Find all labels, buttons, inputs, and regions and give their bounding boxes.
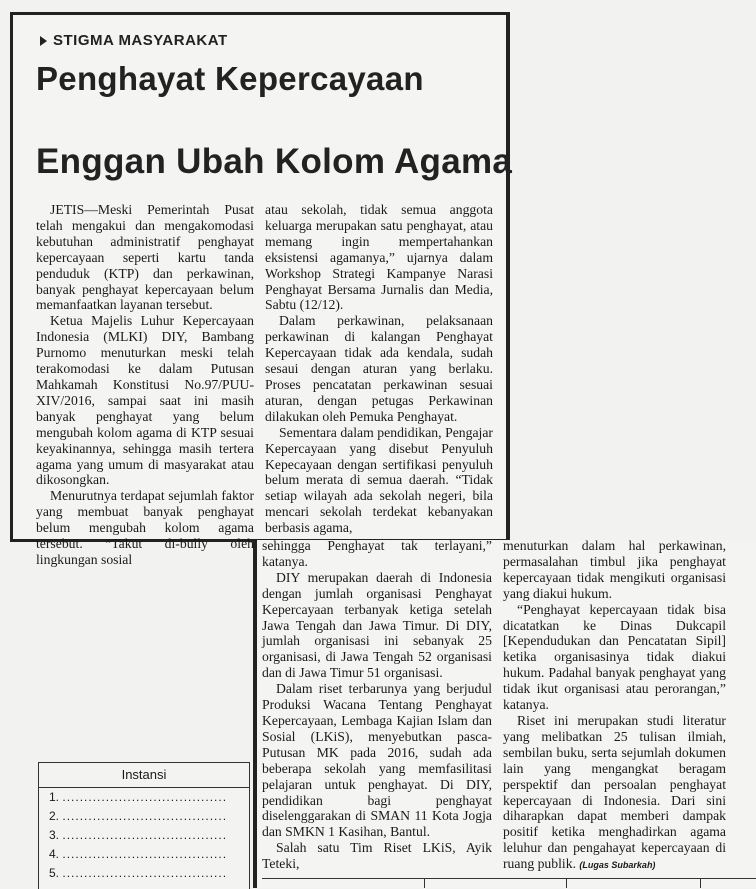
headline-line-2: Enggan Ubah Kolom Agama: [36, 142, 513, 181]
row-dots: ......................................: [62, 809, 228, 823]
paragraph: DIY merupakan daerah di Indonesia dengan jumlah organisasi Penghayat Kepercayaan terbanyak ketiga setelah Jawa Tengah dan Jawa Timur. Di DIY, jumlah organisasi ini sebanyak 25 organisasi, di Jawa Tengah 52 organisasi dan di Jawa Timur 51 organisasi.: [262, 569, 492, 681]
row-dots: ......................................: [62, 866, 228, 880]
row-dots: ......................................: [62, 828, 228, 842]
paragraph: Sementara dalam pendidikan, Pengajar Kepercayaan yang disebut Penyuluh Kepecayaan dengan sertifikasi penyuluh belum merata di semua daerah. “Tidak setiap wilayah ada sekolah negeri, bila mencari sekolah terdekat kebanyakan berbasis agama,: [265, 424, 493, 536]
instansi-form: [38, 762, 250, 889]
row-dots: ......................................: [62, 790, 228, 804]
article-column-3: [262, 538, 492, 872]
row-number: 4.: [49, 847, 60, 861]
paragraph: [503, 713, 726, 872]
paragraph: atau sekolah, tidak semua anggota keluarga merupakan satu penghayat, atau memang ingin mempertahankan eksistensi agamanya,” ujarnya dalam Workshop Strategi Kampanye Narasi Penghayat Bersama Jurnalis dan Media, Sabtu (12/12).: [265, 202, 493, 313]
row-number: 3.: [49, 828, 60, 842]
paragraph: Salah satu Tim Riset LKiS, Ayik Teteki,: [262, 840, 492, 872]
paragraph: JETIS—Meski Pemerintah Pusat telah mengakui dan mengakomodasi kebutuhan administratif penghayat kepercayaan seperti kartu tanda penduduk (KTP) dan perkawinan, banyak penghayat kepercayaan belum memanfaatkan layanan tersebut.: [36, 202, 254, 313]
triangle-bullet-icon: [40, 36, 47, 46]
article-column-2: [265, 202, 493, 536]
form-row[interactable]: [39, 807, 249, 826]
kicker-text: STIGMA MASYARAKAT: [53, 32, 228, 49]
paragraph: menuturkan dalam hal perkawinan, permasalahan timbul jika penghayat kepercayaan tidak mengikuti organisasi yang diakui hukum.: [503, 538, 726, 601]
form-row[interactable]: [39, 864, 249, 883]
author-credit: (Lugas Subarkah): [579, 860, 656, 871]
table-divider: [424, 878, 425, 888]
paragraph: Dalam riset terbarunya yang berjudul Produksi Wacana Tentang Penghayat Kepercayaan, Lembaga Kajian Islam dan Sosial (LKiS), menyebutkan pasca-Putusan MK pada 2016, sudah ada beberapa sekolah yang memfasilitasi pelajaran untuk penghayat. Di DIY, pendidikan bagi penghayat diselenggarakan di SMAN 11 Kota Jogja dan SMKN 1 Kasihan, Bantul.: [262, 681, 492, 840]
row-number: 1.: [49, 790, 60, 804]
row-number: 5.: [49, 866, 60, 880]
form-row[interactable]: [39, 826, 249, 845]
table-divider: [566, 878, 567, 888]
table-divider: [700, 878, 701, 888]
paragraph: Ketua Majelis Luhur Kepercayaan Indonesia (MLKI) DIY, Bambang Purnomo menuturkan meski telah terakomodasi ke dalam Putusan Mahkamah Konstitusi No.97/PUU-XIV/2016, sampai saat ini masih banyak penghayat yang belum mengubah kolom agama di KTP sesuai keyakinannya, sehingga masih tertera agama yang umum di masyarakat atau dikosongkan.: [36, 313, 254, 488]
paragraph-text: Riset ini merupakan studi literatur yang melibatkan 25 tulisan ilmiah, sembilan buku, serta sejumlah dokumen lain yang mengangkat beragam perspektif dan persoalan penghayat kepercayaan di Indonesia. Dari sini diharapkan dapat memberi dampak positif ketika menghadirkan agama leluhur dan pengahayat kepercayaan di ruang publik.: [503, 712, 726, 872]
paragraph: “Penghayat kepercayaan tidak bisa dicatatkan ke Dinas Dukcapil [Kependudukan dan Pencatatan Sipil] ketika organisasinya tidak diakui hukum. Padahal banyak penghayat yang tidak ikut organisasi atau perorangan,” katanya.: [503, 601, 726, 713]
paragraph: Menurutnya terdapat sejumlah faktor yang membuat banyak penghayat belum mengubah kolom agama tersebut. “Takut di-bully oleh lingkungan sosial: [36, 488, 254, 567]
form-row[interactable]: [39, 788, 249, 807]
bottom-table-border: [262, 878, 756, 889]
article-column-1: [36, 202, 254, 568]
form-header: Instansi: [39, 763, 249, 788]
paragraph: Dalam perkawinan, pelaksanaan perkawinan di kalangan Penghayat Kepercayaan tidak ada kendala, sudah sesaui dengan aturan yang berlaku. Proses pencatatan perkawinan sesuai aturan, dengan petugas Perkawinan dilakukan oleh Pemuka Penghayat.: [265, 313, 493, 424]
row-number: 2.: [49, 809, 60, 823]
headline-line-1: Penghayat Kepercayaan: [36, 60, 424, 97]
row-dots: ......................................: [62, 847, 228, 861]
paragraph: sehingga Penghayat tak terlayani,” katanya.: [262, 538, 492, 569]
form-row[interactable]: [39, 845, 249, 864]
article-column-4: [503, 538, 726, 872]
section-kicker: [40, 32, 228, 49]
